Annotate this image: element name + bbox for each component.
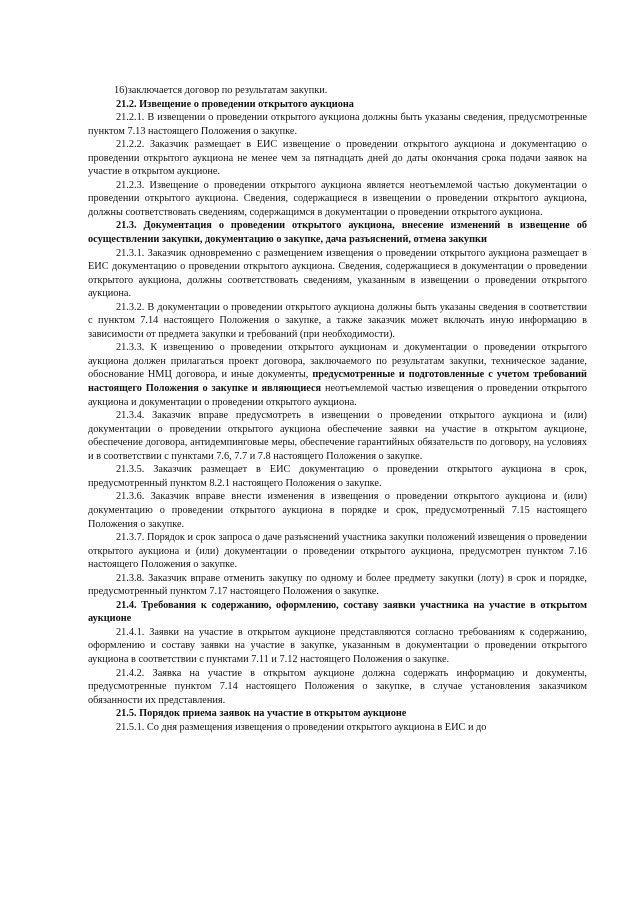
paragraph-21-3-5: 21.3.5. Заказчик размещает в ЕИС документацию о проведении открытого аукциона в срок, предусмотренный пунктом 8.2.1 настоящего Положения о закупке. — [88, 464, 587, 489]
paragraph-21-3-3 — [88, 341, 587, 409]
paragraph-21-4-2: 21.4.2. Заявка на участие в открытом аукционе должна содержать информацию и документы, предусмотренные пунктом 7.14 настоящего Положения о закупке, в случае установления заказчиком обязанности их представления. — [88, 667, 587, 706]
heading-21-5: 21.5. Порядок приема заявок на участие в открытом аукционе — [116, 708, 407, 720]
document-page — [88, 84, 587, 734]
heading-21-2: 21.2. Извещение о проведении открытого аукциона — [116, 98, 354, 110]
paragraph-21-3-2: 21.3.2. В документации о проведении открытого аукциона должны быть указаны сведения в соответствии с пунктом 7.14 настоящего Положения о закупке, а также заказчик может включать иную информацию в зависимости от предмета закупки и требований (при необходимости). — [88, 301, 587, 340]
paragraph-21-2-1: 21.2.1. В извещении о проведении открытого аукциона должны быть указаны сведения, предусмотренные пунктом 7.13 настоящего Положения о закупке. — [88, 112, 587, 137]
paragraph-21-2-2: 21.2.2. Заказчик размещает в ЕИС извещение о проведении открытого аукциона и документацию о проведении открытого аукциона не менее чем за пятнадцать дней до даты окончания срока подачи заявок на участие в открытом аукционе. — [88, 139, 587, 178]
paragraph-21-3-3-bold-part: предусмотренные и подготовленные с учетом требований настоящего Положения о закупке и являющиеся — [88, 369, 587, 395]
heading-21-4: 21.4. Требования к содержанию, оформлению, составу заявки участника на участие в открытом аукционе — [88, 599, 587, 625]
paragraph-16: 16)заключается договор по результатам закупки. — [114, 85, 328, 96]
paragraph-21-3-3-part-c: неотъемлемой частью извещения о проведении открытого аукциона и документации о проведении открытого аукциона. — [88, 383, 588, 408]
paragraph-21-3-1: 21.3.1. Заказчик одновременно с размещением извещения о проведении открытого аукциона размещает в ЕИС документацию о проведении открытого аукциона. Сведения, содержащиеся в документации о проведении открытого аукциона, должны соответствовать сведениям, указанным в извещении о проведении открытого аукциона. — [88, 247, 587, 300]
paragraph-21-3-8: 21.3.8. Заказчик вправе отменить закупку по одному и более предмету закупки (лоту) в срок и порядке, предусмотренный пунктом 7.17 настоящего Положения о закупке. — [88, 572, 587, 598]
paragraph-21-4-1: 21.4.1. Заявки на участие в открытом аукционе представляются согласно требованиям к содержанию, оформлению и составу заявки на участие в закупке, указанным в документации о проведении открытого аукциона в соответствии с пунктами 7.11 и 7.12 настоящего Положения о закупке. — [88, 626, 587, 665]
heading-21-3: 21.3. Документация о проведении открытого аукциона, внесение изменений в извещение об осуществлении закупки, документацию о закупке, дача разъяснений, отмена закупки — [88, 220, 587, 246]
paragraph-21-3-4: 21.3.4. Заказчик вправе предусмотреть в извещении о проведении открытого аукциона и (или) документации о проведении открытого аукциона обеспечение заявки на участие в открытом аукционе, обеспечение договора, антидемпинговые меры, обеспечение гарантийных обязательств по договору, на условиях и в соответствии с пунктами 7.6, 7.7 и 7.8 настоящего Положения о закупке. — [88, 410, 587, 462]
paragraph-21-3-7: 21.3.7. Порядок и срок запроса о даче разъяснений участника закупки положений извещения о проведении открытого аукциона и (или) документации о проведении открытого аукциона, предусмотрен пунктом 7.16 настоящего Положения о закупке. — [88, 532, 587, 571]
paragraph-21-5-1: 21.5.1. Со дня размещения извещения о проведении открытого аукциона в ЕИС и до — [116, 721, 487, 733]
paragraph-21-3-6: 21.3.6. Заказчик вправе внести изменения в извещения о проведении открытого аукциона и (или) документацию о проведении открытого аукциона в порядке и срок, предусмотренный 7.15 настоящего Положения о закупке. — [88, 491, 587, 530]
paragraph-21-3-3-part-a: 21.3.3. К извещению о проведении открытого аукционам и документации о проведении открытого аукциона должен прилагаться проект договора, заключаемого по результатам закупки, техническое задание, обоснование НМЦ договора, и иные документы, — [88, 342, 587, 381]
paragraph-21-2-3: 21.2.3. Извещение о проведении открытого аукциона является неотъемлемой частью документации о проведении открытого аукциона. Сведения, содержащиеся в извещении о проведении открытого аукциона, должны соответствовать сведениям, содержащимся в документации о проведении открытого аукциона. — [88, 179, 587, 218]
